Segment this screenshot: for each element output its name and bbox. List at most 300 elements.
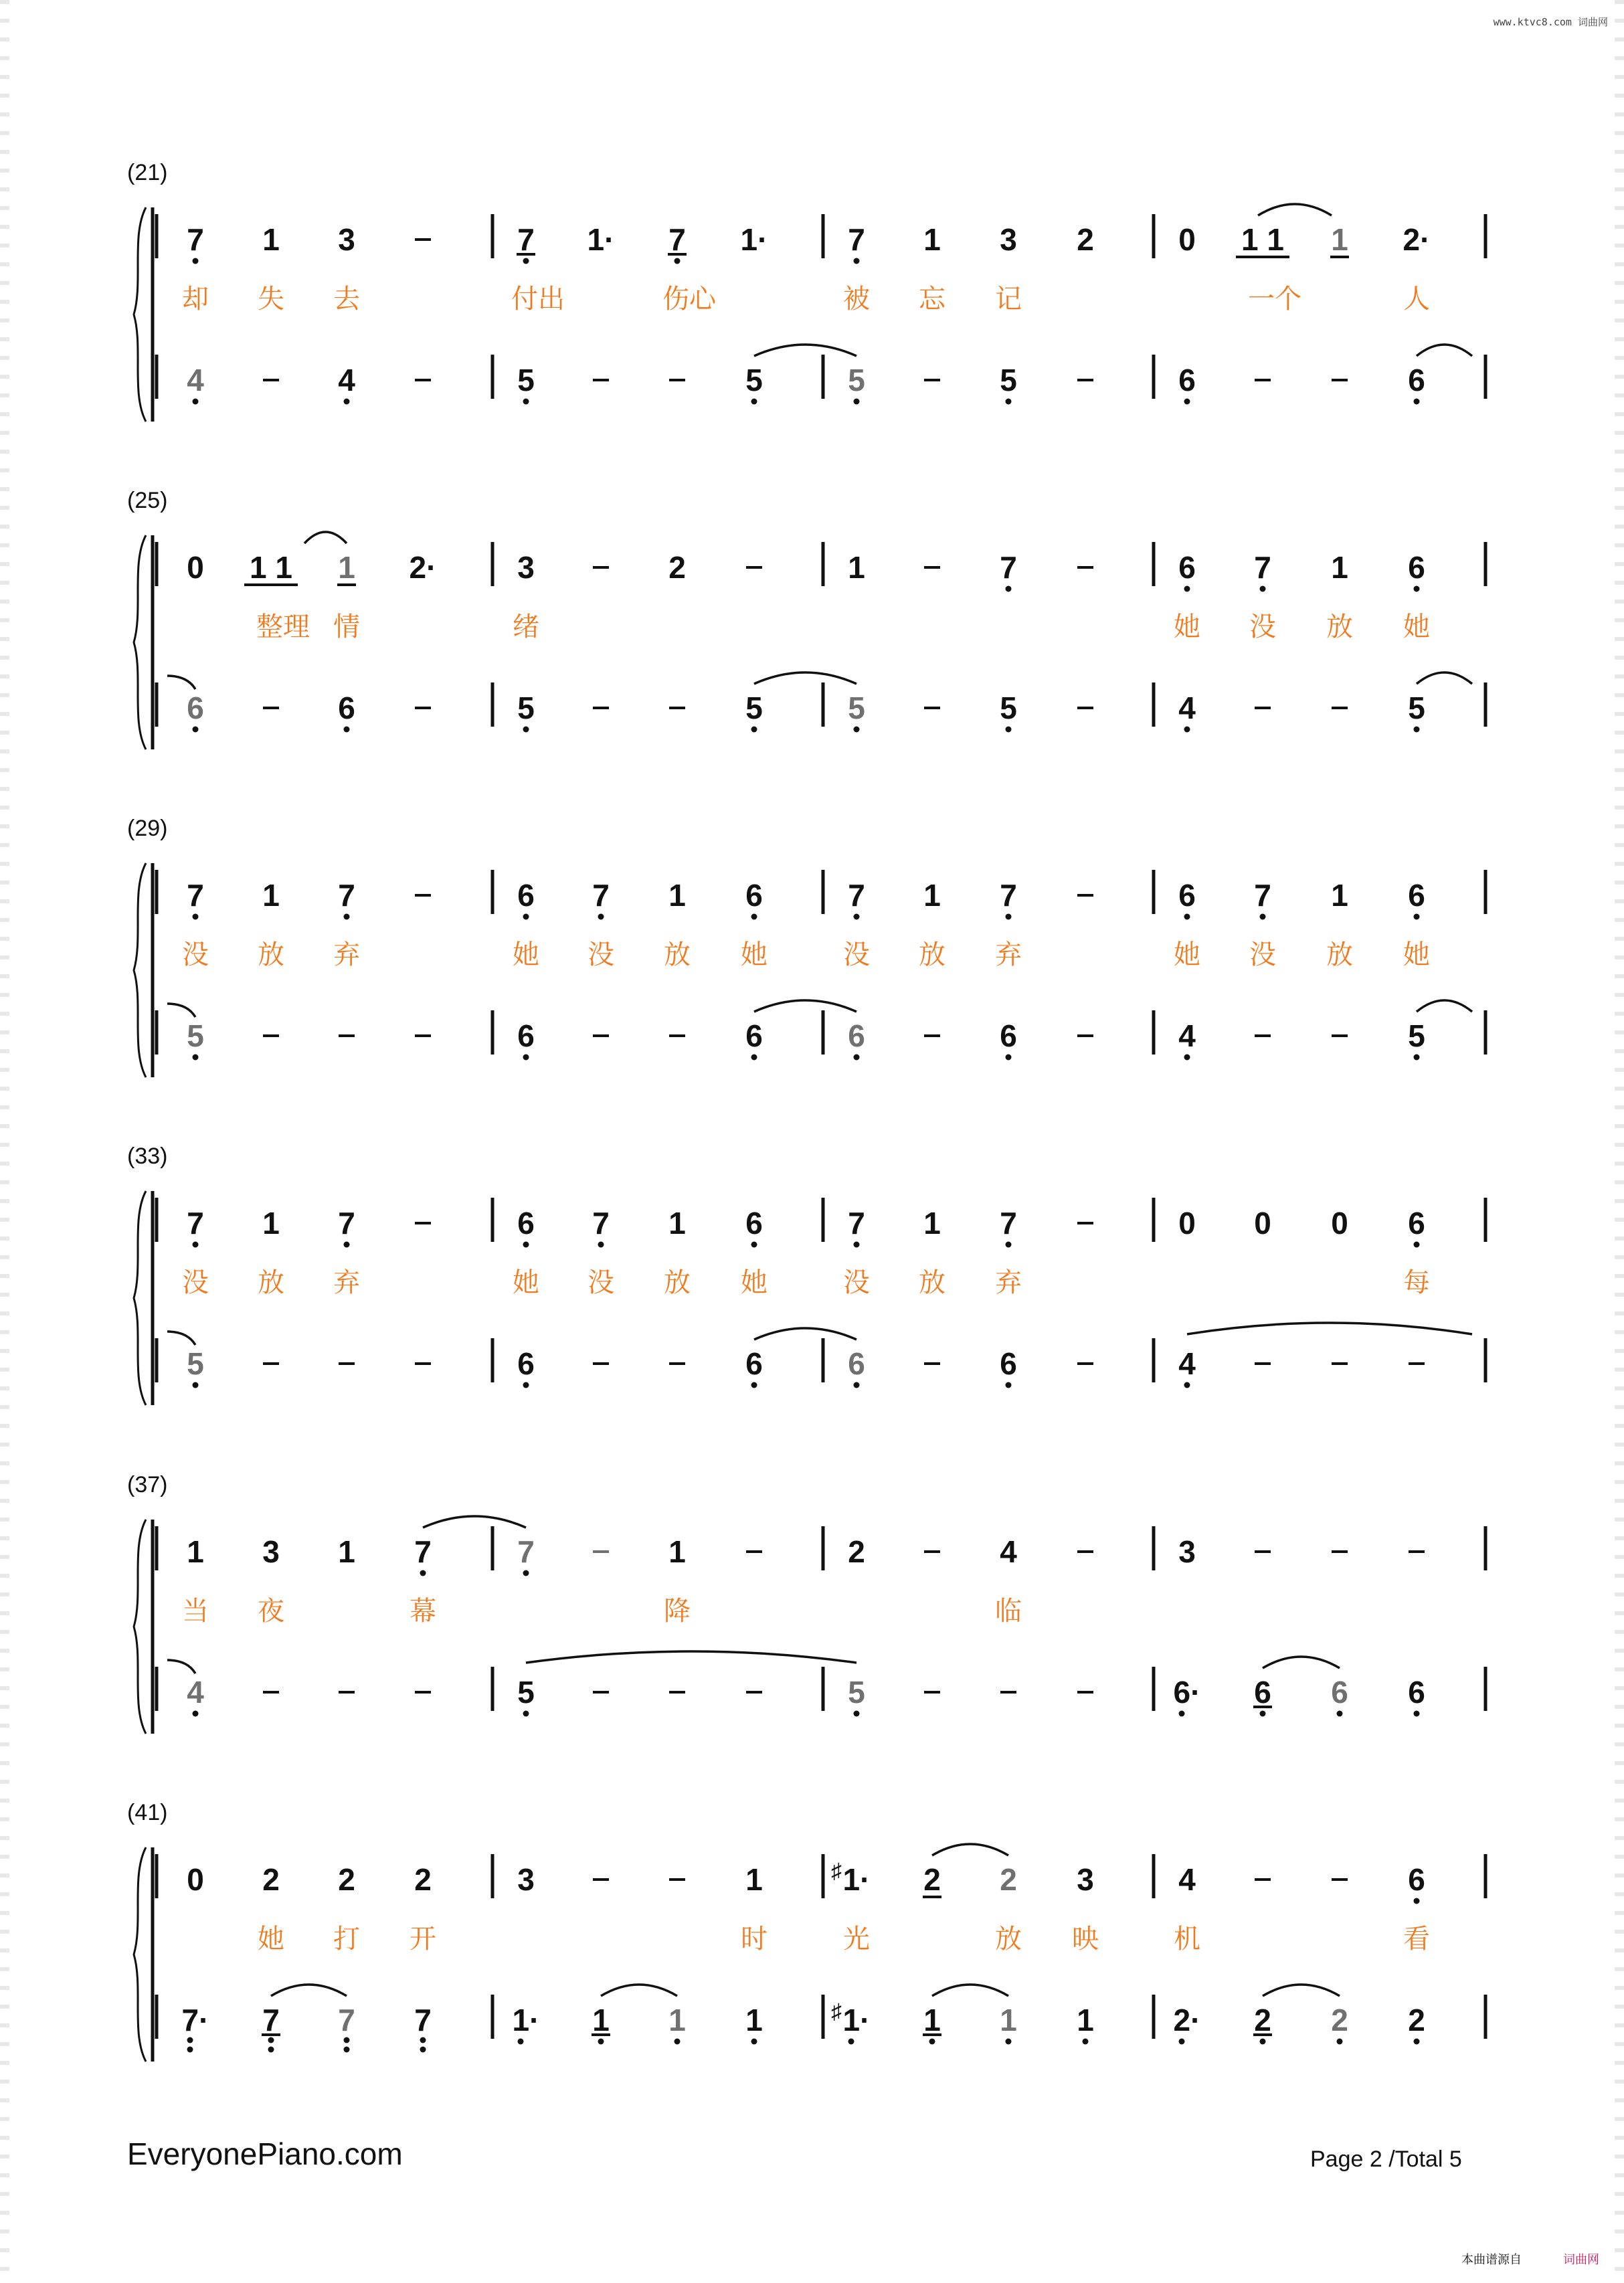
bass-low-dot xyxy=(1006,399,1012,405)
bass-note: 5 xyxy=(848,363,865,397)
bass-note: 5 xyxy=(848,1675,865,1710)
melody-note: 3 xyxy=(517,1862,535,1897)
bass-note: 1 xyxy=(592,2003,610,2037)
lyric-syllable: 弃 xyxy=(995,940,1022,970)
melody-note: 1 xyxy=(848,550,865,585)
bass-low-dot xyxy=(193,727,199,733)
bass-low-dot xyxy=(1179,2039,1185,2045)
lyric-syllable: 放 xyxy=(664,940,691,970)
melody-note: 1 xyxy=(668,1206,686,1241)
lyric-syllable: 她 xyxy=(1174,940,1200,970)
lyric-syllable: 放 xyxy=(1326,940,1353,970)
melody-note: 1 xyxy=(338,1534,355,1569)
tie-arc xyxy=(526,1651,856,1663)
bass-low-dot xyxy=(751,1382,757,1388)
lyric-syllable: 机 xyxy=(1174,1924,1200,1954)
melody-note: 3 xyxy=(1178,1534,1196,1569)
melody-note: 7 xyxy=(592,878,610,913)
tie-arc xyxy=(167,676,195,689)
melody-low-dot xyxy=(193,258,199,264)
melody-note: 6 xyxy=(517,878,535,913)
melody-note: 1 1 xyxy=(250,550,292,585)
bass-note: 4 xyxy=(187,363,204,397)
lyric-syllable: 她 xyxy=(741,940,768,970)
bass-low-dot xyxy=(1414,1711,1420,1717)
lyric-syllable: 忘 xyxy=(919,284,945,314)
melody-note: 1 xyxy=(668,1534,686,1569)
lyric-syllable: 降 xyxy=(664,1596,691,1626)
bass-low-dot xyxy=(1337,2039,1343,2045)
melody-note: 7 xyxy=(338,878,355,913)
bass-note: 7· xyxy=(181,2003,209,2037)
bass-note: 5 xyxy=(745,691,763,725)
melody-note: 6 xyxy=(1408,550,1425,585)
bass-low-dot xyxy=(751,2039,757,2045)
melody-note: 1 1 xyxy=(1241,222,1284,257)
melody-note: 2 xyxy=(1077,222,1094,257)
bass-low-dot xyxy=(1184,1382,1190,1388)
bass-note: 6 xyxy=(1254,1675,1271,1710)
melody-note: 7 xyxy=(1000,550,1017,585)
melody-low-dot xyxy=(523,914,529,920)
bass-note: 6 xyxy=(338,691,355,725)
bass-low-dot xyxy=(1184,727,1190,733)
bass-low-dot xyxy=(1414,399,1420,405)
melody-note: 6 xyxy=(1408,1862,1425,1897)
bass-low-dot xyxy=(344,2037,350,2043)
bass-low-dot xyxy=(854,1382,860,1388)
bass-low-dot xyxy=(193,1711,199,1717)
lyric-syllable: 她 xyxy=(1403,940,1430,970)
bass-low-dot xyxy=(1414,2039,1420,2045)
melody-note: 6 xyxy=(745,1206,763,1241)
lyric-syllable: 放 xyxy=(1326,612,1353,642)
melody-low-dot xyxy=(1260,914,1266,920)
grand-staff-brace xyxy=(134,207,146,422)
lyric-syllable: 失 xyxy=(258,284,284,314)
melody-low-dot xyxy=(674,258,681,264)
melody-note: 1 xyxy=(923,222,941,257)
tie-arc xyxy=(1417,672,1472,684)
melody-note: 3 xyxy=(1077,1862,1094,1897)
bass-low-dot xyxy=(187,2037,193,2043)
melody-note: 6 xyxy=(1408,878,1425,913)
bass-note: 4 xyxy=(1178,1346,1196,1381)
melody-note: 7 xyxy=(517,1534,535,1569)
melody-note: 7 xyxy=(517,222,535,257)
melody-note: 0 xyxy=(1254,1206,1271,1241)
bass-note: 6 xyxy=(187,691,204,725)
lyric-syllable: 没 xyxy=(182,940,209,970)
measure-number: (41) xyxy=(127,1800,168,1825)
melody-note: 7 xyxy=(1254,878,1271,913)
melody-note: 2 xyxy=(1000,1862,1017,1897)
melody-note: 7 xyxy=(187,1206,204,1241)
melody-low-dot xyxy=(523,258,529,264)
bass-low-dot xyxy=(193,1382,199,1388)
footer-site: EveryonePiano.com xyxy=(127,2136,403,2171)
lyric-syllable: 放 xyxy=(664,1268,691,1297)
bass-low-dot xyxy=(344,399,350,405)
bass-note: 6 xyxy=(1331,1675,1348,1710)
bass-low-dot xyxy=(344,727,350,733)
tie-arc xyxy=(754,1000,856,1012)
melody-note: 6 xyxy=(517,1206,535,1241)
bass-low-dot xyxy=(420,2047,426,2053)
bass-low-dot xyxy=(1179,1711,1185,1717)
lyric-syllable: 她 xyxy=(741,1268,768,1297)
tie-arc xyxy=(271,1985,347,1996)
tie-arc xyxy=(1258,204,1332,215)
bass-low-dot xyxy=(1184,1055,1190,1061)
bass-note: 5 xyxy=(1000,363,1017,397)
bass-note: 2 xyxy=(1408,2003,1425,2037)
lyric-syllable: 整理 xyxy=(256,612,310,642)
tie-arc xyxy=(1263,1657,1340,1668)
bass-note: 5 xyxy=(517,691,535,725)
melody-note: 7 xyxy=(592,1206,610,1241)
melody-note: 1 xyxy=(262,1206,280,1241)
melody-note: 2 xyxy=(338,1862,355,1897)
melody-note: 7 xyxy=(668,222,686,257)
bass-note: 5 xyxy=(517,363,535,397)
lyric-syllable: 放 xyxy=(919,940,945,970)
lyric-syllable: 没 xyxy=(1249,612,1276,642)
bass-note: 5 xyxy=(1408,691,1425,725)
melody-note: 7 xyxy=(848,878,865,913)
bass-low-dot xyxy=(674,2039,681,2045)
melody-low-dot xyxy=(1006,1242,1012,1248)
lyric-syllable: 没 xyxy=(588,940,614,970)
footer-page-number: Page 2 /Total 5 xyxy=(1310,2147,1462,2172)
melody-note: 1· xyxy=(740,222,768,257)
melody-note: 1· xyxy=(842,1862,871,1897)
melody-low-dot xyxy=(1184,914,1190,920)
melody-low-dot xyxy=(854,914,860,920)
grand-staff-brace xyxy=(134,863,146,1077)
bass-low-dot xyxy=(751,1055,757,1061)
melody-note: 7 xyxy=(848,222,865,257)
lyric-syllable: 看 xyxy=(1403,1924,1430,1954)
bass-note: 5 xyxy=(848,691,865,725)
tie-arc xyxy=(167,1332,195,1345)
measure-number: (25) xyxy=(127,488,168,513)
grand-staff-brace xyxy=(134,535,146,749)
melody-note: 4 xyxy=(1178,1862,1196,1897)
lyric-syllable: 弃 xyxy=(333,940,360,970)
bass-low-dot xyxy=(598,2039,604,2045)
melody-note: 3 xyxy=(517,550,535,585)
bass-note: 5 xyxy=(187,1346,204,1381)
bass-note: 6 xyxy=(1408,363,1425,397)
tie-arc xyxy=(1417,1000,1472,1012)
bass-note: 4 xyxy=(1178,1018,1196,1053)
melody-note: 0 xyxy=(187,550,204,585)
melody-note: 6 xyxy=(1408,1206,1425,1241)
melody-low-dot xyxy=(1006,914,1012,920)
melody-note: 6 xyxy=(1178,550,1196,585)
bass-low-dot xyxy=(1414,727,1420,733)
lyric-syllable: 放 xyxy=(258,940,284,970)
lyric-syllable: 付出 xyxy=(511,284,565,314)
site-url: www.ktvc8.com 词曲网 xyxy=(1493,16,1608,28)
melody-note: 1 xyxy=(262,222,280,257)
melody-sharp-sign: ♯ xyxy=(831,1859,842,1883)
bass-low-dot xyxy=(344,2047,350,2053)
melody-note: 1 xyxy=(262,878,280,913)
bass-note: 6 xyxy=(745,1018,763,1053)
melody-low-dot xyxy=(854,1242,860,1248)
lyric-syllable: 她 xyxy=(1174,612,1200,642)
melody-low-dot xyxy=(344,1242,350,1248)
lyric-syllable: 被 xyxy=(843,284,870,314)
melody-note: 7 xyxy=(187,878,204,913)
tie-arc xyxy=(932,1844,1008,1855)
melody-note: 1 xyxy=(923,1206,941,1241)
melody-note: 0 xyxy=(1331,1206,1348,1241)
melody-low-dot xyxy=(193,1242,199,1248)
bass-low-dot xyxy=(854,1055,860,1061)
tie-arc xyxy=(167,1660,195,1673)
lyric-syllable: 一个 xyxy=(1248,284,1301,314)
bass-low-dot xyxy=(268,2047,274,2053)
bass-note: 7 xyxy=(414,2003,432,2037)
melody-note: 2· xyxy=(409,550,437,585)
bass-low-dot xyxy=(929,2039,935,2045)
lyric-syllable: 每 xyxy=(1403,1268,1430,1297)
lyric-syllable: 没 xyxy=(843,940,870,970)
bass-note: 4 xyxy=(187,1675,204,1710)
lyric-syllable: 情 xyxy=(333,612,360,642)
lyric-syllable: 没 xyxy=(588,1268,614,1297)
melody-note: 7 xyxy=(848,1206,865,1241)
melody-note: 1 xyxy=(923,878,941,913)
lyric-syllable: 她 xyxy=(258,1924,284,1954)
lyric-syllable: 夜 xyxy=(258,1596,284,1626)
melody-note: 1 xyxy=(668,878,686,913)
bass-note: 2 xyxy=(1254,2003,1271,2037)
bass-low-dot xyxy=(1006,727,1012,733)
bass-note: 4 xyxy=(1178,691,1196,725)
melody-note: 7 xyxy=(1000,878,1017,913)
bass-note: 6 xyxy=(848,1346,865,1381)
bass-low-dot xyxy=(1006,1055,1012,1061)
melody-low-dot xyxy=(344,914,350,920)
tie-arc xyxy=(754,1328,856,1340)
melody-low-dot xyxy=(1006,586,1012,592)
lyric-syllable: 没 xyxy=(182,1268,209,1297)
lyric-syllable: 放 xyxy=(919,1268,945,1297)
melody-note: 1 xyxy=(745,1862,763,1897)
bass-note: 6 xyxy=(848,1018,865,1053)
lyric-syllable: 光 xyxy=(843,1924,870,1954)
bass-note: 6 xyxy=(1408,1675,1425,1710)
measure-number: (37) xyxy=(127,1472,168,1497)
tie-arc xyxy=(423,1516,526,1528)
melody-low-dot xyxy=(1414,1898,1420,1904)
lyric-syllable: 打 xyxy=(333,1924,360,1954)
melody-low-dot xyxy=(1414,1242,1420,1248)
melody-note: 1 xyxy=(338,550,355,585)
melody-note: 2 xyxy=(668,550,686,585)
bass-low-dot xyxy=(193,399,199,405)
melody-low-dot xyxy=(751,1242,757,1248)
source-stamp: 本曲谱源自 xyxy=(1461,2253,1522,2266)
bass-note: 1 xyxy=(1077,2003,1094,2037)
bass-low-dot xyxy=(420,2037,426,2043)
bass-low-dot xyxy=(268,2037,274,2043)
bass-note: 6 xyxy=(1178,363,1196,397)
melody-note: 7 xyxy=(414,1534,432,1569)
bass-low-dot xyxy=(751,727,757,733)
measure-number: (29) xyxy=(127,816,168,841)
melody-low-dot xyxy=(1414,586,1420,592)
bass-low-dot xyxy=(848,2039,854,2045)
bass-note: 6 xyxy=(745,1346,763,1381)
melody-note: 0 xyxy=(187,1862,204,1897)
bass-low-dot xyxy=(518,2039,524,2045)
melody-note: 1 xyxy=(1331,878,1348,913)
lyric-syllable: 弃 xyxy=(995,1268,1022,1297)
melody-note: 3 xyxy=(1000,222,1017,257)
tie-arc xyxy=(304,532,347,543)
measure-number: (21) xyxy=(127,160,168,185)
tie-arc xyxy=(754,345,856,356)
bass-low-dot xyxy=(523,1382,529,1388)
melody-note: 6 xyxy=(1178,878,1196,913)
bass-note: 6 xyxy=(517,1018,535,1053)
melody-note: 2 xyxy=(262,1862,280,1897)
lyric-syllable: 伤心 xyxy=(662,284,716,314)
melody-note: 2· xyxy=(1403,222,1431,257)
bass-note: 7 xyxy=(338,2003,355,2037)
bass-low-dot xyxy=(1006,1382,1012,1388)
bass-sharp-sign: ♯ xyxy=(831,1999,842,2023)
melody-low-dot xyxy=(1260,586,1266,592)
bass-low-dot xyxy=(523,1711,529,1717)
bass-note: 5 xyxy=(187,1018,204,1053)
lyric-syllable: 临 xyxy=(995,1596,1022,1626)
melody-low-dot xyxy=(854,258,860,264)
lyric-syllable: 幕 xyxy=(410,1596,436,1626)
melody-low-dot xyxy=(1184,586,1190,592)
bass-low-dot xyxy=(854,399,860,405)
bass-note: 1 xyxy=(745,2003,763,2037)
bass-note: 1 xyxy=(1000,2003,1017,2037)
bass-low-dot xyxy=(187,2047,193,2053)
bass-note: 1 xyxy=(923,2003,941,2037)
bass-low-dot xyxy=(854,727,860,733)
lyric-syllable: 人 xyxy=(1403,284,1430,314)
bass-note: 7 xyxy=(262,2003,280,2037)
melody-note: 7 xyxy=(1000,1206,1017,1241)
bass-low-dot xyxy=(1083,2039,1089,2045)
melody-note: 0 xyxy=(1178,1206,1196,1241)
melody-note: 2 xyxy=(923,1862,941,1897)
grand-staff-brace xyxy=(134,1847,146,2062)
melody-note: 3 xyxy=(338,222,355,257)
melody-note: 7 xyxy=(1254,550,1271,585)
lyric-syllable: 时 xyxy=(741,1924,768,1954)
bass-low-dot xyxy=(1414,1055,1420,1061)
bass-note: 1· xyxy=(842,2003,871,2037)
melody-note: 7 xyxy=(338,1206,355,1241)
melody-low-dot xyxy=(1414,914,1420,920)
bass-note: 2 xyxy=(1331,2003,1348,2037)
bass-note: 5 xyxy=(1408,1018,1425,1053)
bass-note: 5 xyxy=(517,1675,535,1710)
melody-note: 3 xyxy=(262,1534,280,1569)
bass-low-dot xyxy=(854,1711,860,1717)
bass-note: 6 xyxy=(1000,1346,1017,1381)
bass-note: 1· xyxy=(512,2003,540,2037)
melody-low-dot xyxy=(523,1242,529,1248)
bass-low-dot xyxy=(523,727,529,733)
lyric-syllable: 去 xyxy=(333,284,360,314)
measure-number: (33) xyxy=(127,1144,168,1169)
melody-note: 1· xyxy=(587,222,615,257)
source-stamp-logo: 词曲网 xyxy=(1563,2253,1599,2266)
bass-low-dot xyxy=(1260,1711,1266,1717)
tie-arc xyxy=(1417,345,1472,356)
bass-note: 6 xyxy=(517,1346,535,1381)
bass-note: 2· xyxy=(1173,2003,1201,2037)
grand-staff-brace xyxy=(134,1191,146,1405)
melody-note: 6 xyxy=(745,878,763,913)
lyric-syllable: 放 xyxy=(258,1268,284,1297)
bass-low-dot xyxy=(1337,1711,1343,1717)
melody-low-dot xyxy=(420,1570,426,1576)
lyric-syllable: 弃 xyxy=(333,1268,360,1297)
tie-arc xyxy=(1187,1323,1472,1334)
melody-note: 7 xyxy=(187,222,204,257)
lyric-syllable: 她 xyxy=(513,940,539,970)
bass-low-dot xyxy=(1260,2039,1266,2045)
melody-low-dot xyxy=(598,1242,604,1248)
lyric-syllable: 记 xyxy=(995,284,1022,314)
lyric-syllable: 她 xyxy=(1403,612,1430,642)
bass-low-dot xyxy=(751,399,757,405)
bass-low-dot xyxy=(523,399,529,405)
lyric-syllable: 放 xyxy=(995,1924,1022,1954)
tie-arc xyxy=(167,1004,195,1017)
bass-note: 5 xyxy=(745,363,763,397)
lyric-syllable: 映 xyxy=(1072,1924,1099,1954)
tie-arc xyxy=(754,672,856,684)
lyric-syllable: 她 xyxy=(513,1268,539,1297)
melody-note: 2 xyxy=(414,1862,432,1897)
bass-note: 6· xyxy=(1173,1675,1201,1710)
tie-arc xyxy=(932,1985,1008,1996)
tie-arc xyxy=(1263,1985,1340,1996)
lyric-syllable: 没 xyxy=(843,1268,870,1297)
melody-low-dot xyxy=(598,914,604,920)
bass-low-dot xyxy=(523,1055,529,1061)
lyric-syllable: 绪 xyxy=(513,612,539,642)
melody-low-dot xyxy=(193,914,199,920)
lyric-syllable: 开 xyxy=(410,1924,436,1954)
melody-note: 1 xyxy=(1331,550,1348,585)
lyric-syllable: 却 xyxy=(182,284,209,314)
bass-low-dot xyxy=(1184,399,1190,405)
melody-note: 4 xyxy=(1000,1534,1017,1569)
melody-note: 1 xyxy=(1331,222,1348,257)
bass-note: 4 xyxy=(338,363,355,397)
bass-note: 1 xyxy=(668,2003,686,2037)
tie-arc xyxy=(601,1985,677,1996)
melody-low-dot xyxy=(523,1570,529,1576)
lyric-syllable: 当 xyxy=(182,1596,209,1626)
